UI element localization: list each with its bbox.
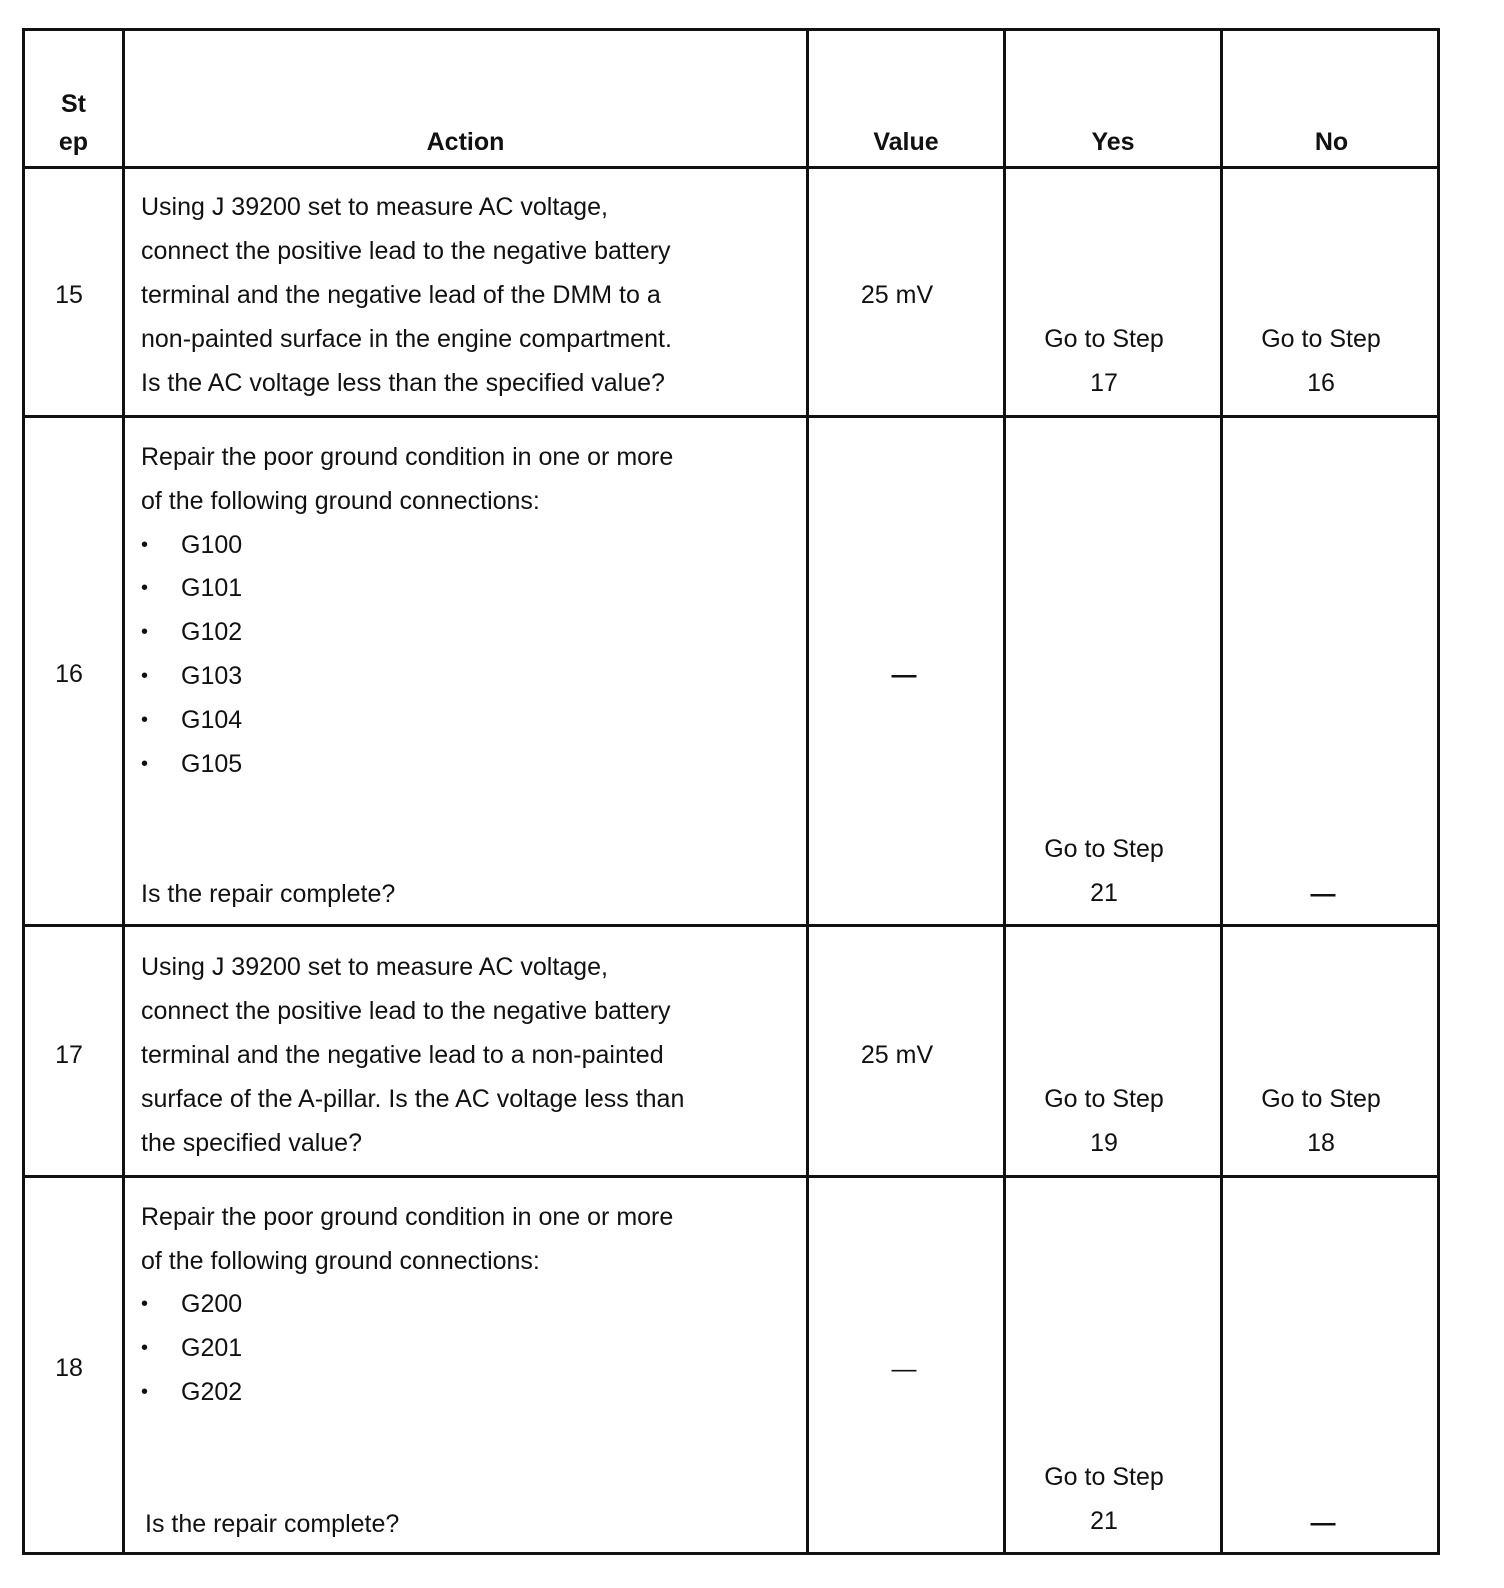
row-divider <box>25 166 1437 169</box>
bullet-item: • G202 <box>181 1370 242 1414</box>
yes-goto-label: Go to Step <box>1044 1085 1164 1113</box>
action-line: Repair the poor ground condition in one or more <box>141 443 674 471</box>
bullet-item: • G103 <box>181 654 242 698</box>
step-number: 17 <box>55 1041 83 1069</box>
row-divider <box>25 415 1437 418</box>
yes-goto-step: 21 <box>1090 879 1118 907</box>
action-line: Is the AC voltage less than the specified value? <box>141 369 665 397</box>
header-step-line-1: St <box>61 90 86 118</box>
action-line: Using J 39200 set to measure AC voltage, <box>141 193 608 221</box>
header-yes: Yes <box>1091 128 1135 156</box>
column-divider <box>1220 31 1223 1552</box>
action-line: of the following ground connections: <box>141 1247 540 1275</box>
step-number: 18 <box>55 1354 83 1382</box>
action-line: of the following ground connections: <box>141 487 540 515</box>
header-value: Value <box>873 128 939 156</box>
action-line: Using J 39200 set to measure AC voltage, <box>141 953 608 981</box>
bullet-item: • G200 <box>181 1282 242 1326</box>
action-line: non-painted surface in the engine compartment. <box>141 325 672 353</box>
header-action: Action <box>426 128 505 156</box>
bullet-item: • G102 <box>181 610 242 654</box>
column-divider <box>122 31 125 1552</box>
yes-goto-step: 17 <box>1090 369 1118 397</box>
action-line: terminal and the negative lead to a non-painted <box>141 1041 664 1069</box>
yes-goto-step: 21 <box>1090 1507 1118 1535</box>
bullet-item: • G104 <box>181 698 242 742</box>
action-line: terminal and the negative lead of the DMM to a <box>141 281 661 309</box>
action-line: the specified value? <box>141 1129 362 1157</box>
yes-goto-step: 19 <box>1090 1129 1118 1157</box>
no-cell: — <box>1310 1509 1336 1537</box>
bullet-item: • G105 <box>181 742 242 786</box>
value-cell: — <box>891 661 917 689</box>
no-goto-label: Go to Step <box>1261 325 1381 353</box>
action-line: surface of the A-pillar. Is the AC voltage less than <box>141 1085 685 1113</box>
bullet-item: • G100 <box>181 523 242 567</box>
yes-goto-label: Go to Step <box>1044 1463 1164 1491</box>
action-line: Repair the poor ground condition in one or more <box>141 1203 674 1231</box>
row-divider <box>25 1175 1437 1178</box>
column-divider <box>1003 31 1006 1552</box>
diagnostic-table <box>22 28 1440 1555</box>
yes-goto-label: Go to Step <box>1044 325 1164 353</box>
action-line: connect the positive lead to the negative battery <box>141 237 671 265</box>
action-line: connect the positive lead to the negative battery <box>141 997 671 1025</box>
no-goto-step: 18 <box>1307 1129 1335 1157</box>
step-number: 16 <box>55 660 83 688</box>
no-cell: — <box>1310 880 1336 908</box>
value-cell: 25 mV <box>860 1041 934 1069</box>
header-step-line-2: ep <box>58 128 89 156</box>
row-divider <box>25 924 1437 927</box>
header-step <box>25 85 122 161</box>
step-number: 15 <box>55 281 83 309</box>
no-goto-step: 16 <box>1307 369 1335 397</box>
yes-goto-label: Go to Step <box>1044 835 1164 863</box>
no-goto-label: Go to Step <box>1261 1085 1381 1113</box>
column-divider <box>806 31 809 1552</box>
bullet-item: • G101 <box>181 566 242 610</box>
bullet-item: • G201 <box>181 1326 242 1370</box>
action-question: Is the repair complete? <box>145 1510 400 1538</box>
action-question: Is the repair complete? <box>141 880 396 908</box>
value-cell: — <box>891 1355 917 1383</box>
header-no: No <box>1314 128 1349 156</box>
value-cell: 25 mV <box>860 281 934 309</box>
